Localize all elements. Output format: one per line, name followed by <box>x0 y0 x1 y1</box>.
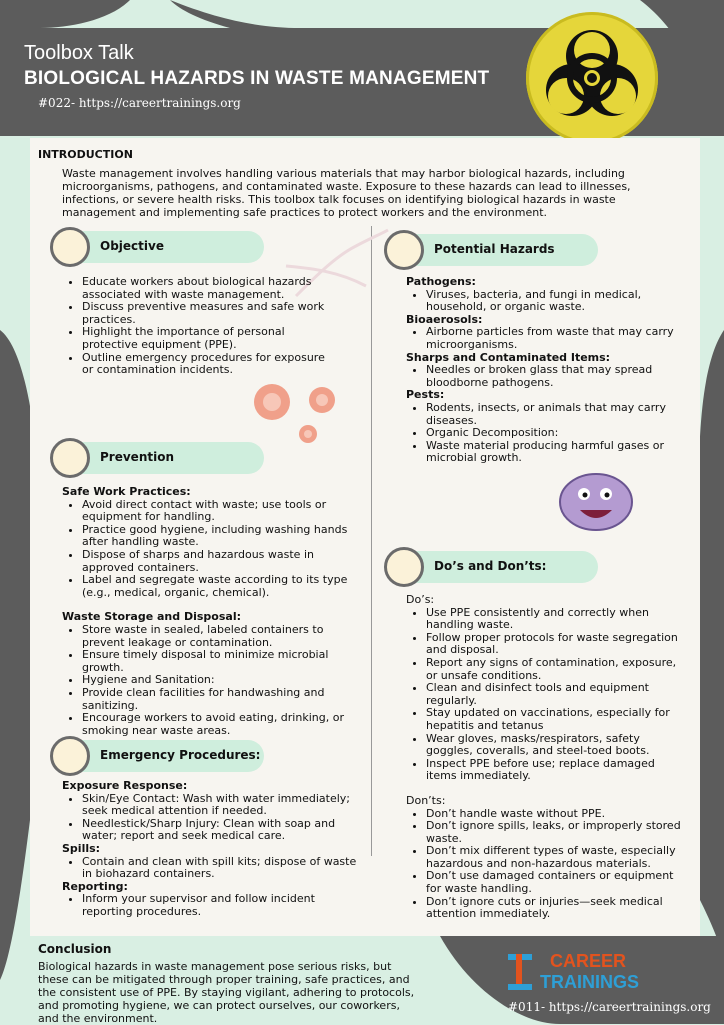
prevention-heading <box>52 442 264 474</box>
list-item: • Don’t handle waste without PPE. <box>426 808 682 821</box>
list-item: • Stay updated on vaccinations, especially for hepatitis and tetanus <box>426 707 682 732</box>
list-item: • Follow proper protocols for waste segregation and disposal. <box>426 632 682 657</box>
list-item: • Waste material producing harmful gases or microbial growth. <box>426 440 678 465</box>
list-item: • Inspect PPE before use; replace damaged items immediately. <box>426 758 682 783</box>
list-item: • Avoid direct contact with waste; use tools or equipment for handling. <box>82 499 362 524</box>
list-item: • Skin/Eye Contact: Wash with water immediately; seek medical attention if needed. <box>82 793 362 818</box>
intro-title: INTRODUCTION <box>38 148 133 161</box>
list-item: • Outline emergency procedures for exposure or contamination incidents. <box>82 352 334 377</box>
emergency-title: Emergency Procedures: <box>100 748 261 762</box>
list-item: • Don’t mix different types of waste, especially hazardous and non-hazardous materials. <box>426 845 682 870</box>
header-subtitle: Toolbox Talk <box>24 42 134 64</box>
list-item: • Encourage workers to avoid eating, drinking, or smoking near waste areas. <box>82 712 362 737</box>
list-item: • Highlight the importance of personal protective equipment (PPE). <box>82 326 334 351</box>
list-item: • Educate workers about biological hazards associated with waste management. <box>82 276 334 301</box>
list-item: • Report any signs of contamination, exposure, or unsafe conditions. <box>426 657 682 682</box>
list-item: • Label and segregate waste according to its type (e.g., medical, organic, chemical). <box>82 574 362 599</box>
dos-donts-heading <box>386 551 598 583</box>
list-item: • Discuss preventive measures and safe work practices. <box>82 301 334 326</box>
list-item: • Contain and clean with spill kits; dispose of waste in biohazard containers. <box>82 856 362 881</box>
logo-text-career: CAREER <box>550 951 627 971</box>
hazards-subheading: Pests: <box>406 388 445 402</box>
hazards-heading <box>386 234 598 266</box>
prevention-subheading: Safe Work Practices: <box>62 485 191 498</box>
list-item: • Don’t ignore cuts or injuries—seek medical attention immediately. <box>426 896 682 921</box>
list-item: • Viruses, bacteria, and fungi in medical, household, or organic waste. <box>426 289 678 314</box>
list-item: • Inform your supervisor and follow incident reporting procedures. <box>82 893 362 918</box>
list-item: • Needles or broken glass that may spread bloodborne pathogens. <box>426 364 678 389</box>
objective-list <box>62 276 334 377</box>
list-item: • Provide clean facilities for handwashing and sanitizing. <box>82 687 362 712</box>
emergency-heading <box>52 740 264 772</box>
biohazard-icon <box>526 12 658 144</box>
logo-text-trainings: TRAININGS <box>540 972 639 992</box>
emergency-subheading: Exposure Response: <box>62 779 188 792</box>
prevention-subheading: Waste Storage and Disposal: <box>62 610 241 624</box>
list-item: • Rodents, insects, or animals that may carry diseases. <box>426 402 678 427</box>
list-item: • Hygiene and Sanitation: <box>82 674 362 687</box>
prevention-content <box>62 486 362 737</box>
footer-link[interactable]: #011- https://careertrainings.org <box>508 1000 711 1014</box>
list-item: • Needlestick/Sharp Injury: Clean with soap and water; report and seek medical care. <box>82 818 362 843</box>
column-divider <box>371 226 372 856</box>
emergency-bullet-icon <box>50 736 90 776</box>
list-item: • Airborne particles from waste that may carry microorganisms. <box>426 326 678 351</box>
list-item: • Dispose of sharps and hazardous waste in approved containers. <box>82 549 362 574</box>
emergency-subheading: Spills: <box>62 841 101 855</box>
dos-donts-content <box>406 594 682 921</box>
intro-text: Waste management involves handling various materials that may harbor biological hazards, including microorganisms, pathogens, and contaminated waste. Exposure to these hazards can lead to illnesses, infections, or severe health risks. This toolbox talk focuses on identifying biological hazards in waste management and implementing safe practices to protect workers and the environment. <box>62 167 631 219</box>
dos-donts-bullet-icon <box>384 547 424 587</box>
objective-heading <box>52 231 264 263</box>
header-meta: #022- https://careertrainings.org <box>38 96 241 110</box>
emergency-subheading: Reporting: <box>62 879 128 893</box>
virus-illustration-icon <box>238 378 348 448</box>
list-item: • Use PPE consistently and correctly when handling waste. <box>426 607 682 632</box>
objective-title: Objective <box>100 239 164 253</box>
list-item: • Organic Decomposition: <box>426 427 678 440</box>
hazards-subheading: Pathogens: <box>406 275 476 288</box>
list-item: • Clean and disinfect tools and equipment regularly. <box>426 682 682 707</box>
hazards-content <box>406 276 678 465</box>
conclusion-text: Biological hazards in waste management pose serious risks, but these can be mitigated through proper training, safe practices, and the consistent use of PPE. By staying vigilant, adhering to protocols, and promoting hygiene, we can protect ourselves, our coworkers, and the environment. <box>38 960 415 1025</box>
hazards-bullet-icon <box>384 230 424 270</box>
emergency-content <box>62 780 362 919</box>
objective-bullet-icon <box>50 227 90 267</box>
list-item: • Ensure timely disposal to minimize microbial growth. <box>82 649 362 674</box>
dos-donts-title: Do’s and Don’ts: <box>434 559 547 573</box>
list-item: • Practice good hygiene, including washing hands after handling waste. <box>82 524 362 549</box>
career-trainings-logo <box>506 948 662 996</box>
prevention-bullet-icon <box>50 438 90 478</box>
list-item: • Don’t ignore spills, leaks, or improperly stored waste. <box>426 820 682 845</box>
hazards-subheading: Sharps and Contaminated Items: <box>406 350 611 364</box>
donts-subheading: Don’ts: <box>406 793 446 807</box>
hazards-subheading: Bioaerosols: <box>406 312 483 326</box>
list-item: • Store waste in sealed, labeled containers to prevent leakage or contamination. <box>82 624 362 649</box>
list-item: • Wear gloves, masks/respirators, safety goggles, coveralls, and steel-toed boots. <box>426 733 682 758</box>
logo-mark-icon <box>506 950 536 994</box>
germ-monster-icon <box>556 468 636 538</box>
conclusion-title: Conclusion <box>38 942 112 956</box>
dos-subheading: Do’s: <box>406 593 435 606</box>
list-item: • Don’t use damaged containers or equipment for waste handling. <box>426 870 682 895</box>
prevention-title: Prevention <box>100 450 174 464</box>
page-title: BIOLOGICAL HAZARDS IN WASTE MANAGEMENT <box>24 68 490 89</box>
hazards-title: Potential Hazards <box>434 242 555 256</box>
